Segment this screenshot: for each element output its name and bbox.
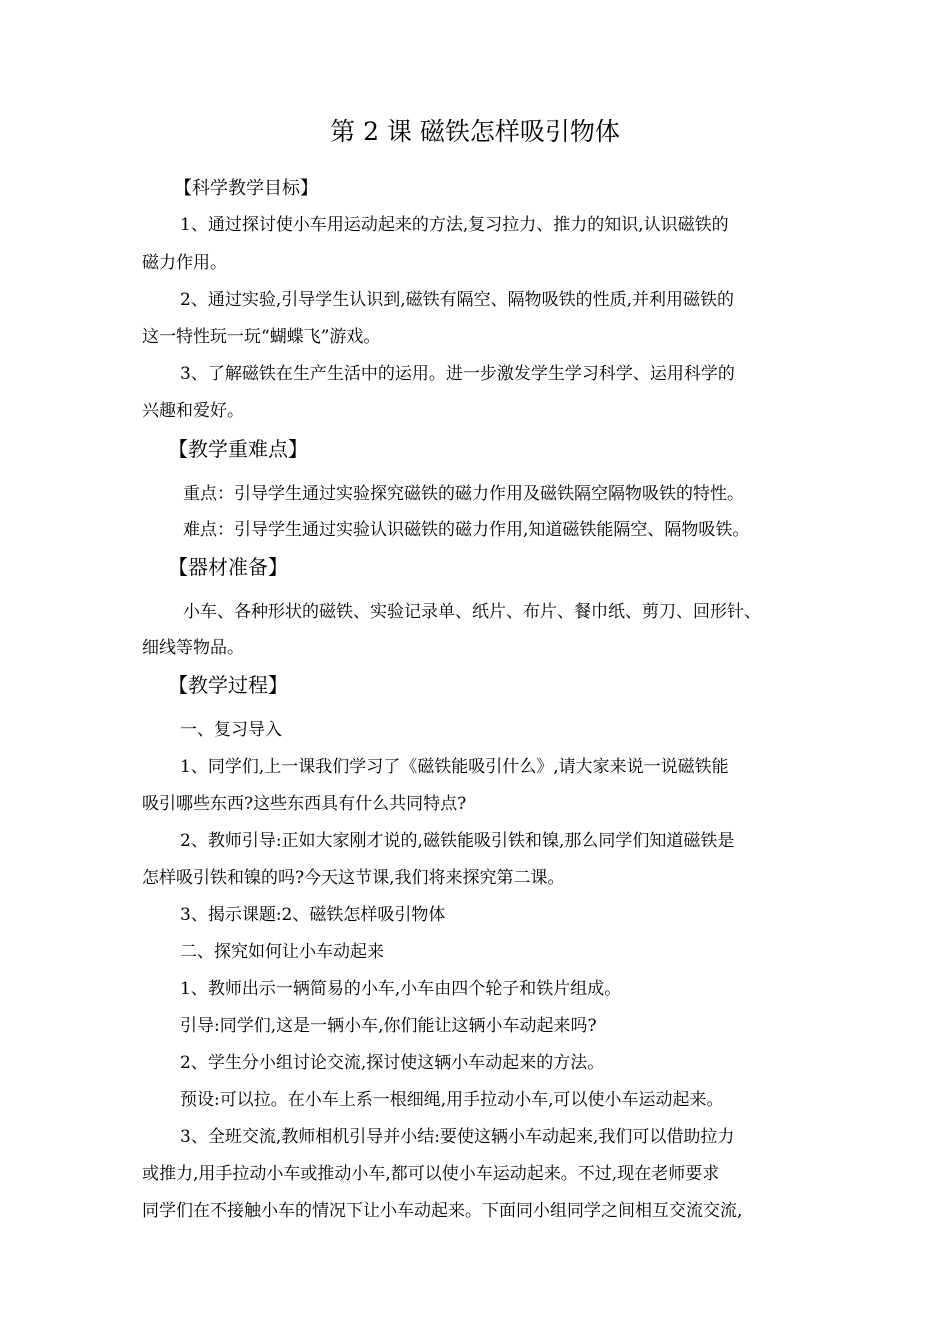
paragraph-line: 1、同学们,上一课我们学习了《磁铁能吸引什么》,请大家来说一说磁铁能 bbox=[180, 757, 729, 777]
paragraph-line: 怎样吸引铁和镍的吗?今天这节课,我们将来探究第二课。 bbox=[142, 868, 565, 888]
paragraph-line: 重点：引导学生通过实验探究磁铁的磁力作用及磁铁隔空隔物吸铁的特性。 bbox=[183, 484, 744, 504]
paragraph-line: 预设:可以拉。在小车上系一根细绳,用手拉动小车,可以使小车运动起来。 bbox=[180, 1090, 724, 1110]
document-title: 第 2 课 磁铁怎样吸引物体 bbox=[330, 117, 620, 146]
paragraph-line: 引导:同学们,这是一辆小车,你们能让这辆小车动起来吗? bbox=[180, 1016, 597, 1036]
paragraph-line: 3、了解磁铁在生产生活中的运用。进一步激发学生学习科学、运用科学的 bbox=[180, 364, 735, 384]
paragraph-line: 小车、各种形状的磁铁、实验记录单、纸片、布片、餐巾纸、剪刀、回形针、 bbox=[183, 602, 761, 622]
paragraph-line: 难点：引导学生通过实验认识磁铁的磁力作用,知道磁铁能隔空、隔物吸铁。 bbox=[183, 520, 750, 540]
paragraph-line: 2、通过实验,引导学生认识到,磁铁有隔空、隔物吸铁的性质,并利用磁铁的 bbox=[180, 290, 735, 310]
paragraph-line: 1、通过探讨使小车用运动起来的方法,复习拉力、推力的知识,认识磁铁的 bbox=[180, 215, 729, 235]
section-heading-objectives: 【科学教学目标】 bbox=[174, 178, 318, 199]
paragraph-line: 一、复习导入 bbox=[180, 720, 282, 740]
paragraph-line: 或推力,用手拉动小车或推动小车,都可以使小车运动起来。不过,现在老师要求 bbox=[142, 1164, 720, 1184]
section-heading-key-points: 【教学重难点】 bbox=[168, 437, 308, 461]
paragraph-line: 2、教师引导:正如大家刚才说的,磁铁能吸引铁和镍,那么同学们知道磁铁是 bbox=[180, 831, 735, 851]
paragraph-line: 吸引哪些东西?这些东西具有什么共同特点? bbox=[142, 794, 467, 814]
section-heading-materials: 【器材准备】 bbox=[168, 555, 288, 579]
paragraph-line: 磁力作用。 bbox=[142, 253, 227, 273]
paragraph-line: 同学们在不接触小车的情况下让小车动起来。下面同小组同学之间相互交流交流, bbox=[142, 1201, 743, 1221]
paragraph-line: 3、揭示课题:2、磁铁怎样吸引物体 bbox=[180, 905, 446, 925]
paragraph-line: 这一特性玩一玩“蝴蝶飞”游戏。 bbox=[142, 327, 381, 347]
paragraph-line: 1、教师出示一辆简易的小车,小车由四个轮子和铁片组成。 bbox=[180, 979, 622, 999]
paragraph-line: 2、学生分小组讨论交流,探讨使这辆小车动起来的方法。 bbox=[180, 1053, 605, 1073]
paragraph-line: 兴趣和爱好。 bbox=[142, 401, 244, 421]
section-heading-process: 【教学过程】 bbox=[168, 673, 288, 697]
paragraph-line: 细线等物品。 bbox=[142, 638, 244, 658]
paragraph-line: 二、探究如何让小车动起来 bbox=[180, 942, 384, 962]
paragraph-line: 3、全班交流,教师相机引导并小结:要使这辆小车动起来,我们可以借助拉力 bbox=[180, 1127, 735, 1147]
